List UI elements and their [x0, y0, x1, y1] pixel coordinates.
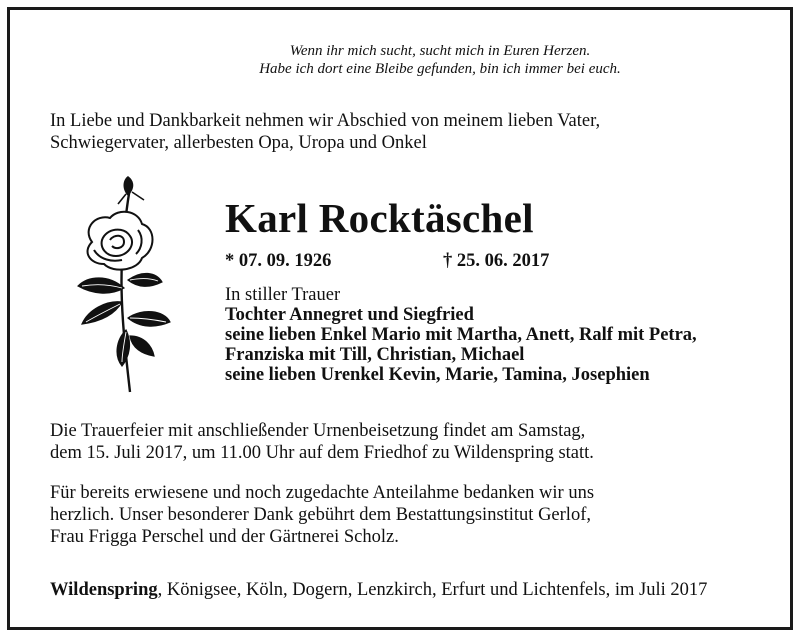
funeral-line-1: Die Trauerfeier mit anschließender Urnenbeisetzung findet am Samstag,: [50, 421, 586, 441]
places-main: Wildenspring: [50, 580, 158, 600]
thanks-line-3: Frau Frigga Perschel und der Gärtnerei Scholz.: [50, 527, 399, 547]
mourners-line: seine lieben Urenkel Kevin, Marie, Tamina, Josephien: [225, 365, 650, 385]
intro-line-1: In Liebe und Dankbarkeit nehmen wir Abschied von meinem lieben Vater,: [50, 111, 601, 131]
motto-line-2: Habe ich dort eine Bleibe gefunden, bin ich immer bei euch.: [259, 61, 621, 77]
funeral-line-2: dem 15. Juli 2017, um 11.00 Uhr auf dem Friedhof zu Wildenspring statt.: [50, 443, 594, 463]
thanks-notice: [50, 482, 770, 548]
intro-text: [50, 110, 770, 154]
death-date: † 25. 06. 2017: [443, 251, 550, 271]
thanks-line-1: Für bereits erwiesene und noch zugedachte Anteilahme bedanken wir uns: [50, 483, 595, 503]
motto: [10, 42, 800, 78]
thanks-line-2: herzlich. Unser besonderer Dank gebührt dem Bestattungsinstitut Gerlof,: [50, 505, 591, 525]
deceased-name: Karl Rocktäschel: [225, 195, 534, 241]
life-dates: [225, 250, 550, 272]
funeral-notice: [50, 420, 770, 464]
mourners-line: seine lieben Enkel Mario mit Martha, Anett, Ralf mit Petra,: [225, 325, 697, 345]
mourners-line: Tochter Annegret und Siegfried: [225, 305, 474, 325]
motto-line-1: Wenn ihr mich sucht, sucht mich in Euren Herzen.: [289, 43, 591, 59]
places-and-date: [50, 579, 770, 601]
obituary-frame: [7, 7, 793, 630]
mourners-block: [225, 285, 785, 385]
mourners-heading: In stiller Trauer: [225, 285, 341, 305]
intro-line-2: Schwiegervater, allerbesten Opa, Uropa und Onkel: [50, 133, 427, 153]
mourners-line: Franziska mit Till, Christian, Michael: [225, 345, 525, 365]
places-rest: , Königsee, Köln, Dogern, Lenzkirch, Erfurt und Lichtenfels, im Juli 2017: [157, 580, 708, 600]
birth-date: * 07. 09. 1926: [225, 251, 332, 271]
rose-icon: [52, 170, 182, 395]
